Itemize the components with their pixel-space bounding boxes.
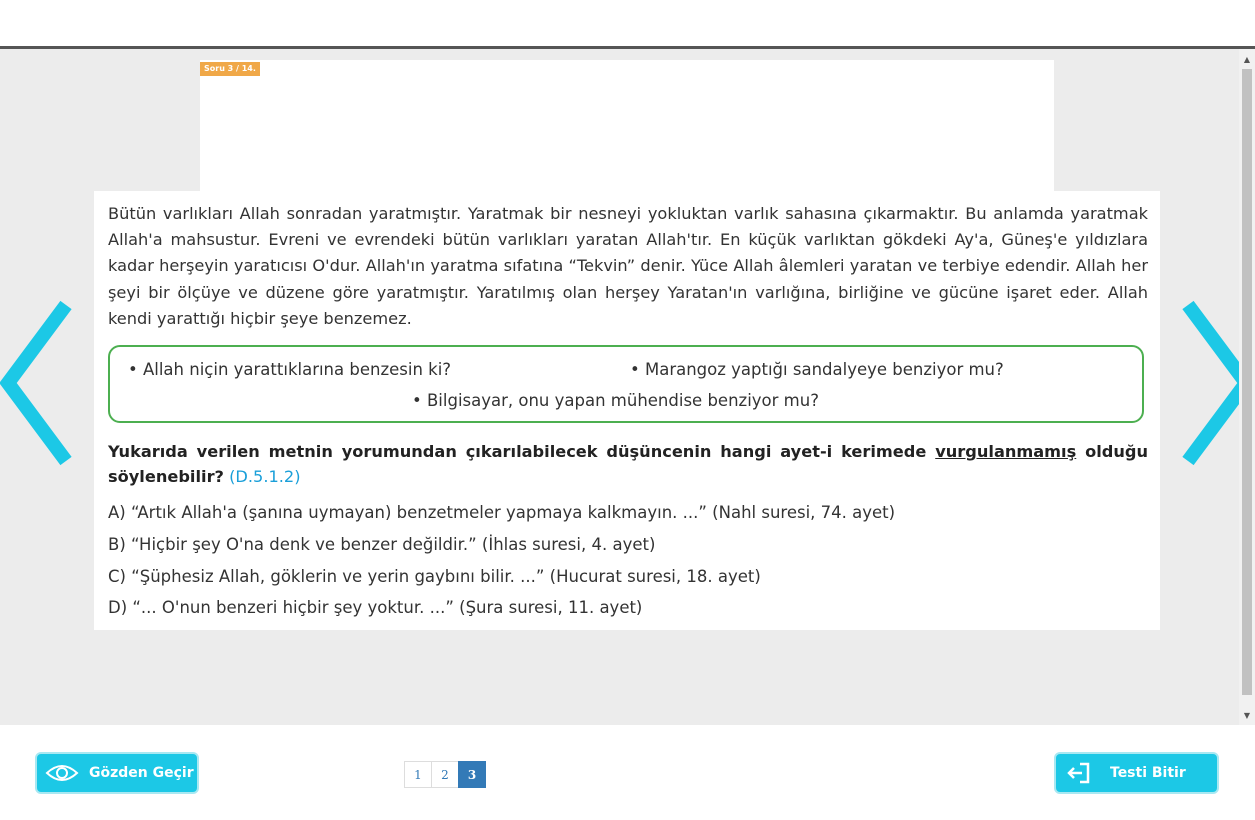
top-bar [0,0,1255,46]
scroll-up-icon[interactable]: ▲ [1243,55,1251,64]
scroll-thumb[interactable] [1242,69,1252,695]
page-button-2[interactable]: 2 [431,761,459,788]
answer-option-d[interactable]: D) “... O'nun benzeri hiçbir şey yoktur. ...” (Şura suresi, 11. ayet) [108,598,643,617]
chevron-left-icon [8,305,66,461]
eye-icon [45,762,79,784]
reflection-box [108,345,1144,423]
question-stem-text: Yukarıda verilen metnin yorumundan çıkarılabilecek düşüncenin hangi ayet-i kerimede [108,442,936,461]
answer-option-a[interactable]: A) “Artık Allah'a (şanına uymayan) benzetmeler yapmaya kalkmayın. ...” (Nahl suresi, 74. ayet) [108,503,896,522]
finish-test-button[interactable] [1054,752,1219,794]
outcome-code: (D.5.1.2) [223,467,301,486]
question-stem-end: olduğu söylenebilir? [108,442,1149,486]
exit-icon [1066,762,1092,784]
question-number-badge: Soru 3 / 14. [200,62,260,76]
question-stem [108,439,1148,489]
next-question-button[interactable] [1182,299,1239,467]
bottom-toolbar [0,725,1255,820]
question-emphasis: vurgulanmamış [935,442,1077,461]
page-button-1[interactable]: 1 [404,761,432,788]
previous-question-button[interactable] [0,299,72,467]
answer-option-c[interactable]: C) “Şüphesiz Allah, göklerin ve yerin gaybını bilir. ...” (Hucurat suresi, 18. ayet) [108,567,761,586]
chevron-right-icon [1188,305,1239,461]
question-stage [0,49,1239,725]
scroll-down-icon[interactable]: ▼ [1243,711,1251,720]
vertical-scrollbar[interactable] [1239,49,1255,725]
passage-text: Bütün varlıkları Allah sonradan yaratmıştır. Yaratmak bir nesneyi yokluktan varlık sahasına çıkarmaktır. Bu anlamda yaratmak Allah'a mahsustur. Evreni ve evrendeki bütün varlıkları yaratan Allah'tır. En küçük varlıktan gökdeki Ay'a, Güneş'e yıldızlara kadar herşeyin yaratıcısı O'dur. Allah'ın yaratma sıfatına “Tekvin” denir. Yüce Allah âlemleri yaratan ve terbiye edendir. Allah her şeyi bir ölçüye ve düzene göre yaratmıştır. Yaratılmış olan herşey Yaratan'ın varlığına, birliğine ve gücüne işaret eder. Allah kendi yarattığı hiçbir şeye benzemez. [108,204,1148,328]
reflection-question: • Bilgisayar, onu yapan mühendise benziyor mu? [412,391,819,410]
reflection-question: • Allah niçin yarattıklarına benzesin ki? [128,360,452,379]
review-button-label: Gözden Geçir [89,765,194,781]
answer-option-b[interactable]: B) “Hiçbir şey O'na denk ve benzer değildir.” (İhlas suresi, 4. ayet) [108,535,656,554]
page-button-3[interactable]: 3 [458,761,486,788]
question-header [200,60,1054,191]
review-button[interactable] [35,752,199,794]
question-card [94,191,1160,630]
pagination [405,761,486,788]
reflection-question: • Marangoz yaptığı sandalyeye benziyor mu? [630,360,1004,379]
finish-test-label: Testi Bitir [1110,765,1186,781]
